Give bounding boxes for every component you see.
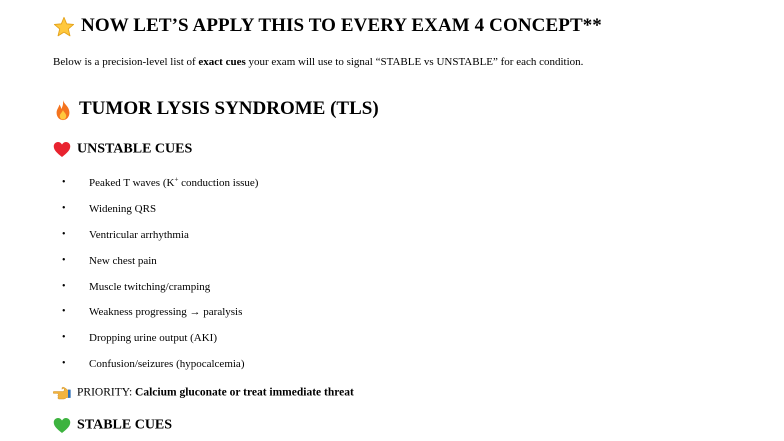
section-heading-text: TUMOR LYSIS SYNDROME (TLS) <box>79 98 379 119</box>
bullet: • <box>62 306 66 318</box>
green-heart-icon <box>53 417 71 434</box>
list-item-text: Muscle twitching/cramping <box>89 280 211 293</box>
section-heading <box>53 98 379 121</box>
list-item-text: Dropping urine output (AKI) <box>89 332 218 345</box>
list-item-text: New chest pain <box>89 254 157 267</box>
list-item-text: Ventricular arrhythmia <box>89 228 189 241</box>
bullet: • <box>62 280 66 292</box>
fire-icon <box>53 99 73 121</box>
main-heading <box>53 15 602 38</box>
bullet: • <box>62 202 66 214</box>
stable-cues-heading <box>53 417 172 434</box>
priority-action: Calcium gluconate or treat immediate threat <box>135 386 354 399</box>
bullet: • <box>62 358 66 370</box>
priority-line <box>53 386 354 400</box>
list-item-text-suffix: conduction issue) <box>178 177 259 189</box>
star-icon <box>53 16 75 38</box>
pointing-hand-icon <box>53 386 71 400</box>
priority-label: PRIORITY: <box>77 386 136 399</box>
intro-text-before: Below is a precision-level list of <box>53 56 199 68</box>
main-heading-text: NOW LET’S APPLY THIS TO EVERY EXAM 4 CONCEPT** <box>81 15 602 36</box>
stable-cues-heading-text: STABLE CUES <box>77 417 173 433</box>
list-item-text: Confusion/seizures (hypocalcemia) <box>89 358 245 371</box>
intro-text-bold: exact cues <box>198 56 246 68</box>
list-item-text: Peaked T waves (K <box>89 177 175 189</box>
unstable-cues-heading-text: UNSTABLE CUES <box>77 141 193 157</box>
list-item-text: Widening QRS <box>89 202 157 215</box>
list-item-text: Weakness progressing → paralysis <box>89 306 243 319</box>
intro-text-after: your exam will use to signal “STABLE vs UNSTABLE” for each condition. <box>245 56 584 68</box>
intro-paragraph <box>53 56 583 68</box>
superscript-plus: + <box>174 175 179 184</box>
bullet: • <box>62 228 66 240</box>
bullet: • <box>62 254 66 266</box>
unstable-cues-heading <box>53 141 192 158</box>
bullet: • <box>62 332 66 344</box>
bullet: • <box>62 177 66 188</box>
red-heart-icon <box>53 141 71 158</box>
